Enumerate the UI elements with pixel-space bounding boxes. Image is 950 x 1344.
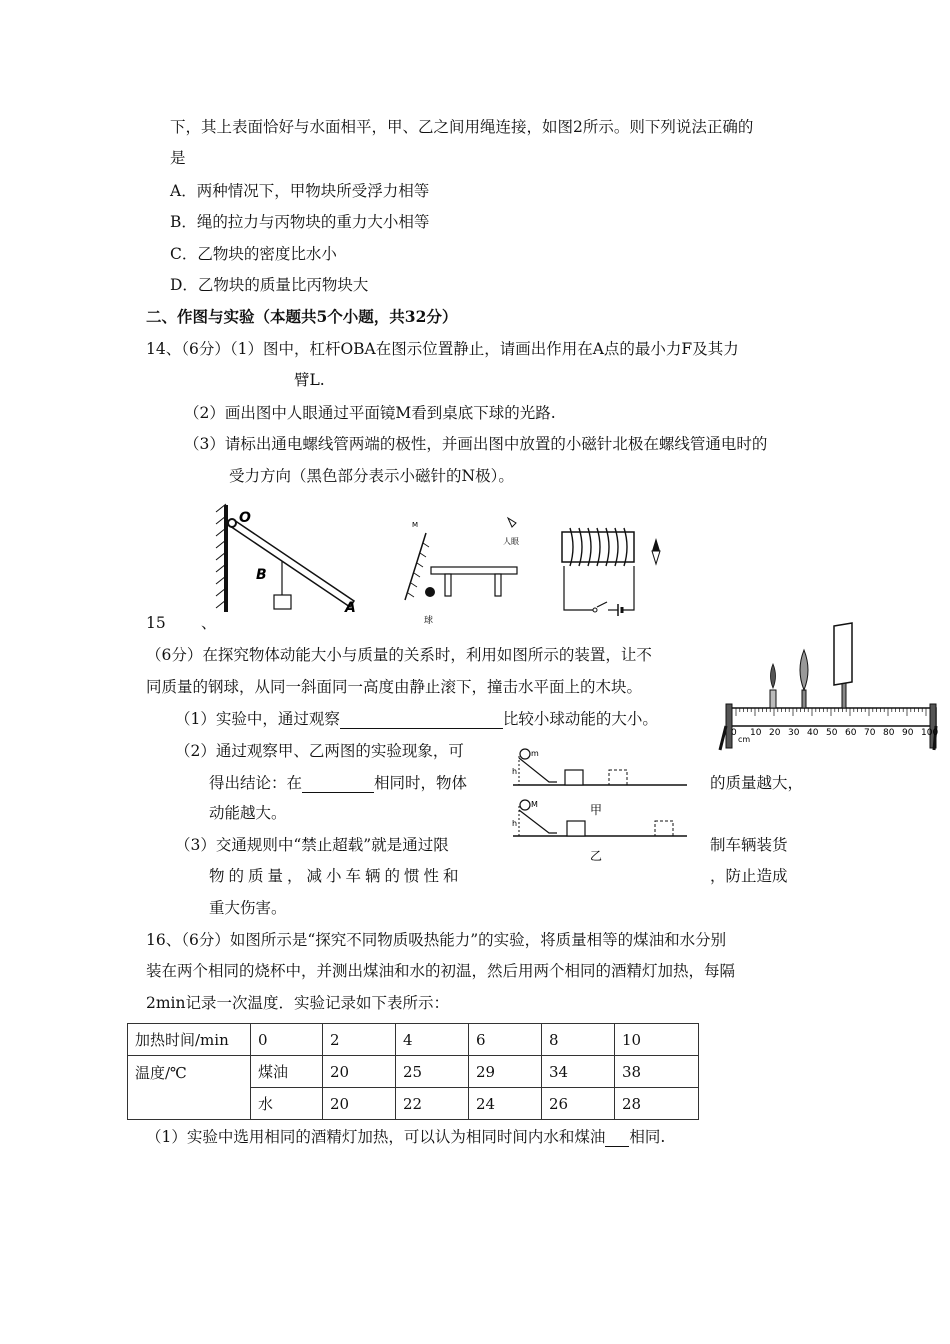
table-cell: 24 <box>469 1088 542 1120</box>
q15-part2-b1: 得出结论：在 <box>209 774 303 792</box>
ruler-tick-label: 20 <box>769 728 781 738</box>
q13-line2: 是 <box>170 149 186 167</box>
table-cell: 8 <box>542 1024 615 1056</box>
q14-line1: 14、（6分）（1）图中，杠杆OBA在图示位置静止，请画出作用在A点的最小力F及其力 <box>146 340 739 358</box>
q13-option-b: B．绳的拉力与丙物块的重力大小相等 <box>170 213 430 231</box>
q13-option-d: D．乙物块的质量比丙物块大 <box>170 276 369 294</box>
q16-part1-a: （1）实验中选用相同的酒精灯加热，可以认为相同时间内水和煤油 <box>146 1128 606 1146</box>
label-yi: 乙 <box>590 849 603 863</box>
table-temp-label: 温度/℃ <box>128 1056 251 1120</box>
hanging-weight <box>274 595 291 609</box>
q16-part1-b: 相同. <box>629 1128 666 1146</box>
ball <box>425 587 435 597</box>
ruler-tick-label: 10 <box>750 728 762 738</box>
q13-option-a: A．两种情况下，甲物块所受浮力相等 <box>170 182 430 200</box>
table-cell: 0 <box>251 1024 323 1056</box>
ruler-tick-label: 60 <box>845 728 857 738</box>
ball-m <box>520 749 530 759</box>
q14-part3-line2: 受力方向（黑色部分表示小磁针的N极）。 <box>229 467 514 485</box>
q15-part2-a: （2）通过观察甲、乙两图的实验现象，可 <box>175 742 464 760</box>
table-cell: 10 <box>615 1024 699 1056</box>
q16-part1 <box>146 1127 665 1147</box>
table-cell: 6 <box>469 1024 542 1056</box>
q15-intro-line2: 同质量的钢球，从同一斜面同一高度由静止滚下，撞击水平面上的木块。 <box>146 678 643 696</box>
table-cell: 20 <box>323 1056 396 1088</box>
table-header-label: 加热时间/min <box>128 1024 251 1056</box>
lens-holder <box>802 690 806 708</box>
ruler-tick-label: 50 <box>826 728 838 738</box>
switch <box>597 602 607 607</box>
table-cell: 38 <box>615 1056 699 1088</box>
ruler-tick-label: 80 <box>883 728 895 738</box>
lever-bar <box>230 520 354 607</box>
ruler-tick-label: 100 <box>921 728 939 738</box>
wood-block-yi <box>567 821 585 836</box>
q14-part3-line1: （3）请标出通电螺线管两端的极性，并画出图中放置的小磁针北极在螺线管通电时的 <box>184 435 768 453</box>
light-screen <box>834 623 852 685</box>
answer-blank-2[interactable] <box>302 776 374 793</box>
label-b: B <box>256 567 267 583</box>
lever-figure <box>206 500 366 615</box>
table-cell: 2 <box>323 1024 396 1056</box>
ruler-unit: cm <box>738 735 751 744</box>
ramp-yi <box>519 810 557 833</box>
label-a: A <box>345 600 356 615</box>
q13-option-c: C．乙物块的密度比水小 <box>170 245 337 263</box>
q16-line1: 16、（6分）如图所示是“探究不同物质吸热能力”的实验，将质量相等的煤油和水分别 <box>146 931 727 949</box>
q15-part2-b3: 的质量越大， <box>710 774 804 792</box>
q14-part2: （2）画出图中人眼通过平面镜M看到桌底下球的光路. <box>184 404 556 422</box>
section-title: 二、作图与实验（本题共5个小题，共32分） <box>146 307 458 326</box>
table-row <box>128 1024 699 1056</box>
answer-blank-1[interactable] <box>340 712 503 729</box>
ruler-tick-label: 0 <box>731 728 737 738</box>
label-jia: 甲 <box>590 803 603 817</box>
ruler <box>730 708 936 726</box>
label-o: O <box>239 510 251 526</box>
ruler-tick-label: 70 <box>864 728 876 738</box>
data-table <box>127 1023 699 1120</box>
table-row <box>128 1056 699 1088</box>
label-h2: h <box>512 819 518 828</box>
q16-line3: 2min记录一次温度．实验记录如下表所示： <box>146 994 450 1012</box>
ruler-tick-label: 30 <box>788 728 800 738</box>
convex-lens <box>800 650 808 690</box>
ruler-tick-label: 90 <box>902 728 914 738</box>
table-row-name: 水 <box>251 1088 323 1120</box>
eye-icon <box>508 518 516 527</box>
table-cell: 29 <box>469 1056 542 1088</box>
q14-line2: 臂L. <box>294 371 325 389</box>
mirror-figure <box>395 505 535 625</box>
label-h1: h <box>512 767 518 776</box>
q15-part2-c: 动能越大。 <box>209 804 287 822</box>
table-cell: 28 <box>615 1088 699 1120</box>
label-ball: 球 <box>424 616 434 625</box>
q15-part1-b: 比较小球动能的大小。 <box>502 710 658 728</box>
compass-needle-south <box>652 551 660 564</box>
q15-part1-a: （1）实验中，通过观察 <box>175 710 340 728</box>
candle-flame <box>771 664 776 688</box>
table-cell: 20 <box>323 1088 396 1120</box>
pivot <box>228 519 236 527</box>
table-cell: 25 <box>396 1056 469 1088</box>
label-m: M <box>412 521 419 529</box>
optical-bench-figure <box>718 618 940 753</box>
label-eye: 人眼 <box>503 537 519 546</box>
label-mass-big-m: M <box>531 800 538 809</box>
table-cell: 4 <box>396 1024 469 1056</box>
q15-part3-c: 重大伤害。 <box>209 899 287 917</box>
table-cell: 22 <box>396 1088 469 1120</box>
q15-part1 <box>175 709 658 729</box>
table-top <box>431 567 517 574</box>
ball-big-m <box>520 800 530 810</box>
wood-block-jia <box>565 770 583 785</box>
q15-separator: 、 <box>201 614 217 632</box>
q15-part3-a2: 制车辆装货 <box>710 836 788 854</box>
q15-part2-b <box>209 773 467 793</box>
candle <box>770 690 776 708</box>
q15-part3-b2: ，防止造成 <box>710 867 788 885</box>
table-cell: 26 <box>542 1088 615 1120</box>
q16-line2: 装在两个相同的烧杯中，并测出煤油和水的初温，然后用两个相同的酒精灯加热，每隔 <box>146 962 736 980</box>
q15-part3-b1: 物的质量，减小车辆的惯性和 <box>209 867 463 885</box>
q15-intro-line1: （6分）在探究物体动能大小与质量的关系时，利用如图所示的装置，让不 <box>146 646 652 664</box>
table-row-name: 煤油 <box>251 1056 323 1088</box>
table-cell: 34 <box>542 1056 615 1088</box>
answer-blank-3[interactable] <box>605 1130 629 1147</box>
ramp-figure <box>505 748 695 863</box>
q15-part3-a1: （3）交通规则中“禁止超载”就是通过限 <box>175 836 449 854</box>
ramp-jia <box>519 758 557 782</box>
q15-part2-b2: 相同时，物体 <box>374 774 468 792</box>
ruler-tick-label: 40 <box>807 728 819 738</box>
compass-needle-north <box>652 538 660 551</box>
label-mass-m: m <box>531 749 539 758</box>
q13-line1: 下，其上表面恰好与水面相平，甲、乙之间用绳连接，如图2所示。则下列说法正确的 <box>170 118 754 136</box>
q15-number: 15 <box>146 614 166 632</box>
solenoid-figure <box>552 522 672 617</box>
